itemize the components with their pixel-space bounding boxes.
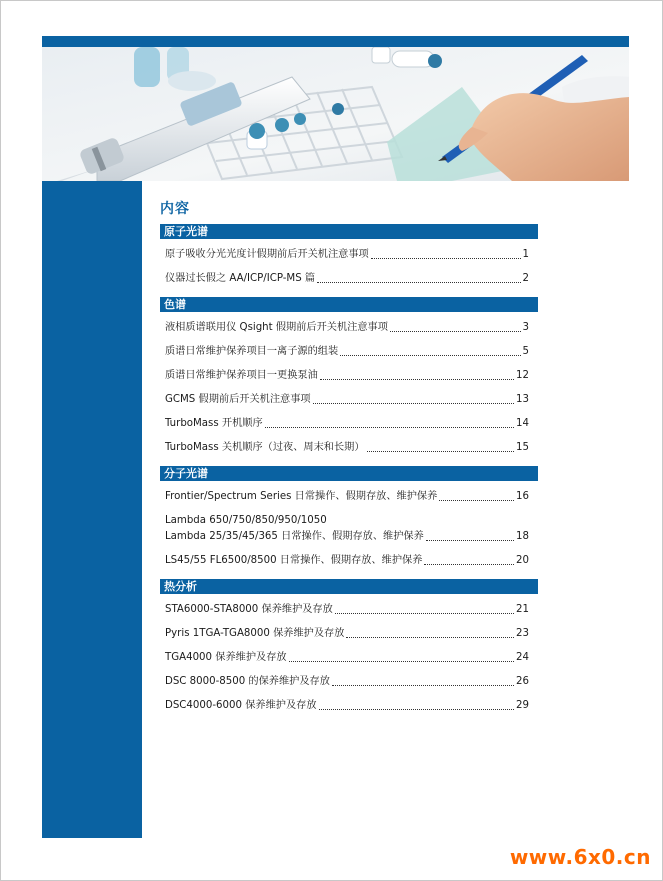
leader-dots: [424, 564, 514, 565]
toc-entry[interactable]: [160, 364, 538, 388]
leader-dots: [317, 282, 520, 283]
entry-title: LS45/55 FL6500/8500 日常操作、假期存放、维护保养: [165, 555, 423, 566]
entry-page: 1: [522, 249, 529, 260]
entry-title: Lambda 25/35/45/365 日常操作、假期存放、维护保养: [165, 531, 424, 542]
leader-dots: [426, 540, 514, 541]
side-bar: [42, 181, 142, 838]
entry-title: DSC 8000-8500 的保养维护及存放: [165, 676, 330, 687]
entry-page: 2: [522, 273, 529, 284]
leader-dots: [313, 403, 514, 404]
entry-title: Pyris 1TGA-TGA8000 保养维护及存放: [165, 628, 345, 639]
leader-dots: [320, 379, 514, 380]
leader-dots: [367, 451, 515, 452]
entry-page: 5: [522, 346, 529, 357]
leader-dots: [319, 709, 515, 710]
toc-entry[interactable]: [160, 340, 538, 364]
leader-dots: [335, 613, 514, 614]
hero-photo: [42, 47, 629, 181]
toc-entry[interactable]: [160, 509, 538, 549]
table-of-contents: [160, 198, 538, 718]
entry-page: 18: [516, 531, 529, 542]
entry-title: DSC4000-6000 保养维护及存放: [165, 700, 317, 711]
toc-entry[interactable]: [160, 267, 538, 291]
toc-title: 内容: [160, 201, 190, 217]
entry-title-line1: Lambda 650/750/850/950/1050: [165, 515, 327, 526]
entry-page: 20: [516, 555, 529, 566]
toc-entry[interactable]: [160, 316, 538, 340]
entry-title: 原子吸收分光光度计假期前后开关机注意事项: [165, 249, 369, 260]
entry-title: 质谱日常维护保养项目一离子源的组装: [165, 346, 339, 357]
entry-page: 15: [516, 442, 529, 453]
entry-page: 21: [516, 604, 529, 615]
leader-dots: [332, 685, 514, 686]
entry-page: 13: [516, 394, 529, 405]
toc-entry[interactable]: [160, 694, 538, 718]
toc-entry[interactable]: [160, 243, 538, 267]
toc-entry[interactable]: [160, 670, 538, 694]
entry-page: 24: [516, 652, 529, 663]
entry-title: TGA4000 保养维护及存放: [165, 652, 287, 663]
entry-title: STA6000-STA8000 保养维护及存放: [165, 604, 333, 615]
entry-title: 液相质谱联用仪 Qsight 假期前后开关机注意事项: [165, 322, 388, 333]
leader-dots: [439, 500, 514, 501]
entry-title: Frontier/Spectrum Series 日常操作、假期存放、维护保养: [165, 491, 438, 502]
top-band: [42, 36, 629, 47]
section-header: 原子光谱: [160, 224, 538, 239]
entry-title: 质谱日常维护保养项目一更换泵油: [165, 370, 318, 381]
leader-dots: [340, 355, 520, 356]
entry-page: 3: [522, 322, 529, 333]
toc-entry[interactable]: [160, 412, 538, 436]
entry-title: TurboMass 关机顺序（过夜、周末和长期）: [165, 442, 365, 453]
section-header: 色谱: [160, 297, 538, 312]
section-header: 热分析: [160, 579, 538, 594]
entry-page: 29: [516, 700, 529, 711]
section-header: 分子光谱: [160, 466, 538, 481]
toc-entry[interactable]: [160, 549, 538, 573]
leader-dots: [289, 661, 514, 662]
entry-title: GCMS 假期前后开关机注意事项: [165, 394, 311, 405]
entry-page: 16: [516, 491, 529, 502]
entry-page: 23: [516, 628, 529, 639]
leader-dots: [346, 637, 514, 638]
entry-page: 26: [516, 676, 529, 687]
entry-page: 14: [516, 418, 529, 429]
watermark-text: www.6x0.cn: [509, 845, 651, 869]
entry-page: 12: [516, 370, 529, 381]
toc-entry[interactable]: [160, 646, 538, 670]
leader-dots: [265, 427, 514, 428]
toc-entry[interactable]: [160, 598, 538, 622]
toc-entry[interactable]: [160, 436, 538, 460]
entry-title: TurboMass 开机顺序: [165, 418, 263, 429]
leader-dots: [390, 331, 521, 332]
toc-entry[interactable]: [160, 485, 538, 509]
leader-dots: [371, 258, 521, 259]
entry-title: 仪器过长假之 AA/ICP/ICP-MS 篇: [165, 273, 316, 284]
toc-entry[interactable]: [160, 388, 538, 412]
toc-entry[interactable]: [160, 622, 538, 646]
